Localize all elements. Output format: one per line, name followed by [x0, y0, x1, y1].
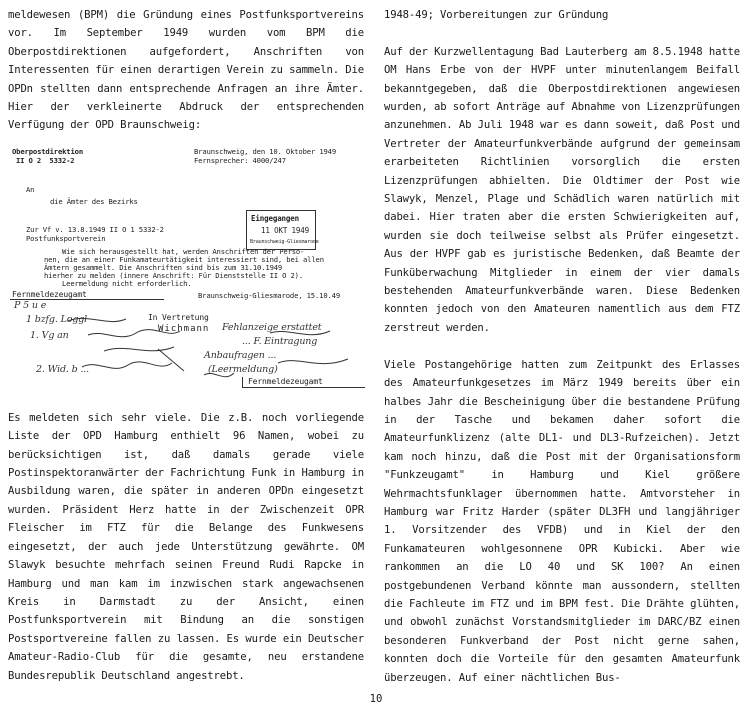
handwriting: 1 bzfg. Loggl	[26, 313, 88, 325]
letter-place-date: Braunschweig-Gliesmarode, 15.10.49	[198, 290, 341, 300]
handwriting: 1. Vg an	[30, 329, 72, 341]
handwriting: P 5 u e	[14, 299, 47, 311]
letter-right-box-label: Fernmeldezeugamt	[248, 376, 323, 386]
handwriting: ... F. Eintragung	[242, 335, 318, 347]
letter-sender: Oberpostdirektion	[12, 146, 84, 156]
letter-reference: Zur Vf v. 13.8.1949 II O 1 5332-2	[26, 224, 164, 234]
letter-body-line: Ämtern gesammelt. Die Anschriften sind bis zum 31.10.1949	[44, 262, 283, 272]
left-paragraph-2: Es meldeten sich sehr viele. Die z.B. noch vorliegende Liste der OPD Hamburg enthielt 96 Namen, wobei zu berücksichtigen ist, daß damals gerade viele Postinspektoranwärter der Fachrichtung Funk in Hamburg in Ausbildung waren, die später in anderen OPDn eingesetzt wurden. Präsident Herz hatte in der Zwischenzeit OPR Fleischer im FTZ für die Belange des Funkwesens eingesetzt, der auch jede Unterstützung gewährte. OM Slawyk besuchte mehrfach seinen Freund Rudi Rapcke in Hamburg und man kam im inzwischen stark angewachsenen Kreis in Darmstadt zu der Ansicht, einen Postfunksportverein mit Bindung an die sonstigen Postsportvereine fallen zu lassen. Es wurde ein Deutscher Amateur-Radio-Club für die gesamte, neu erstandene Bundesrepublik Deutschland angestrebt.	[8, 411, 364, 682]
letter-body-line: Wie sich herausgestellt hat, werden Anschriften der Perso-	[62, 246, 305, 256]
letter-facsimile	[8, 143, 368, 395]
page-number: 10	[369, 693, 383, 705]
letter-dateline: Braunschweig, den 10. Oktober 1949	[194, 146, 337, 156]
section-heading: 1948-49; Vorbereitungen zur Gründung	[384, 9, 609, 21]
letter-left-box-label: Fernmeldezeugamt	[12, 289, 87, 299]
stamp-eingegangen: Eingegangen	[251, 213, 300, 223]
letter-phone: Fernsprecher: 4000/247	[194, 155, 286, 165]
spacer	[384, 24, 740, 42]
letter-file-number: II O 2 5332-2	[16, 155, 75, 165]
right-column	[384, 6, 740, 687]
left-column	[8, 6, 364, 685]
letter-subject: Postfunksportverein	[26, 233, 106, 243]
right-paragraph-1: Auf der Kurzwellentagung Bad Lauterberg am 8.5.1948 hatte OM Hans Erbe von der HVPF unter minutenlangem Beifall bekanntgegeben, daß die Oberpostdirektionen angewiesen wurden, ab sofort Anträge auf Abnahme von Lizenzprüfungen anzunehmen. Ab Juli 1948 war es dann soweit, daß Post und Vertreter der Amateurfunkverbände aufgrund der gemeinsam erarbeiteten Richtlinien vorsorglich die ersten Lizenzprüfungen abhielten. Die Oldtimer der Post wie Slawyk, Menzel, Plage und Schädlich waren natürlich mit dabei. Hier traten aber die ersten Schwierigkeiten auf, wurden sie doch teilweise selbst als Prüfer eingesetzt. Aus der HVPF gab es juristische Bedenken, daß Beamte der Funküberwachung Mitglieder in einem der vier damals bestehenden Amateurfunkverbände waren. Diese Bedenken konnten jedoch von den Amateuren namentlich aus dem FTZ zerstreut werden.	[384, 45, 740, 334]
spacer	[384, 337, 740, 355]
letter-body-line: Leermeldung nicht erforderlich.	[62, 278, 192, 288]
handwriting: Anbaufragen ...	[204, 349, 280, 361]
received-stamp	[246, 210, 319, 250]
letter-body-line: nen, die an einer Funkamateurtätigkeit interessiert sind, bei allen	[44, 254, 324, 264]
letter-recipient-an: An	[26, 184, 35, 194]
letter-signature-name: Wichmann	[158, 323, 210, 334]
stamp-place: Braunschweig-Gliesmarode	[250, 238, 319, 245]
letter-recipient: die Ämter des Bezirks	[50, 196, 138, 206]
handwriting: 2. Wid. b ...	[36, 363, 92, 375]
left-paragraph-1: meldewesen (BPM) die Gründung eines Postfunksportvereins vor. Im September 1949 wurden vom BPM die Oberpostdirektionen aufgefordert, Anschriften von Interessenten für einen derartigen Verein zu sammeln. Die OPDn stellten dann entsprechende Anfragen an ihre Ämter. Hier der verkleinerte Abdruck der entsprechenden Verfügung der OPD Braunschweig:	[8, 9, 364, 132]
right-paragraph-2: Viele Postangehörige hatten zum Zeitpunkt des Erlasses des Amateurfunkgesetzes im März 1949 bereits über ein halbes Jahr die Bescheinigung über die bestandene Prüfung in der Tasche und bekamen daher sofort die Amateurfunklizenz (alte DL1- und DL3-Rufzeichen). Jetzt kam noch hinzu, daß die Post mit der Organisationsform "Funkzeugamt" in Hamburg und Kiel größere Wehrmachtsfunklager übernommen hatte. Amtvorsteher in Hamburg war Fritz Harder (später DL3FH und langjähriger 1. Vorsitzender des VFDB) und in Kiel der den Funkamateuren wohlgesonnene OPR Kubicki. Aber wie rankommen an die LO 40 und SK 100? An einen postgebundenen Verband könnte man aussondern, stellten die Fachleute im FTZ und im BPM fest. Die Drähte glühten, und obwohl zunächst Vorstandsmitglieder im DARC/BZ einen besonderen Funkverband der Post nicht gerne sahen, konnten doch die Vorteile für den gesamten Amateurfunk überzeugen. Auf einer nächtlichen Bus-	[384, 358, 740, 684]
handwriting: Fehlanzeige erstattet	[222, 321, 322, 333]
stamp-date: 11 OKT 1949	[261, 225, 310, 235]
handwriting-strokes	[8, 290, 368, 393]
letter-body-line: hierher zu melden (innere Anschrift: Für Dienststelle II O 2).	[44, 270, 303, 280]
handwriting: (Leermeldung)	[208, 363, 278, 375]
letter-vertretung: In Vertretung	[148, 312, 209, 322]
